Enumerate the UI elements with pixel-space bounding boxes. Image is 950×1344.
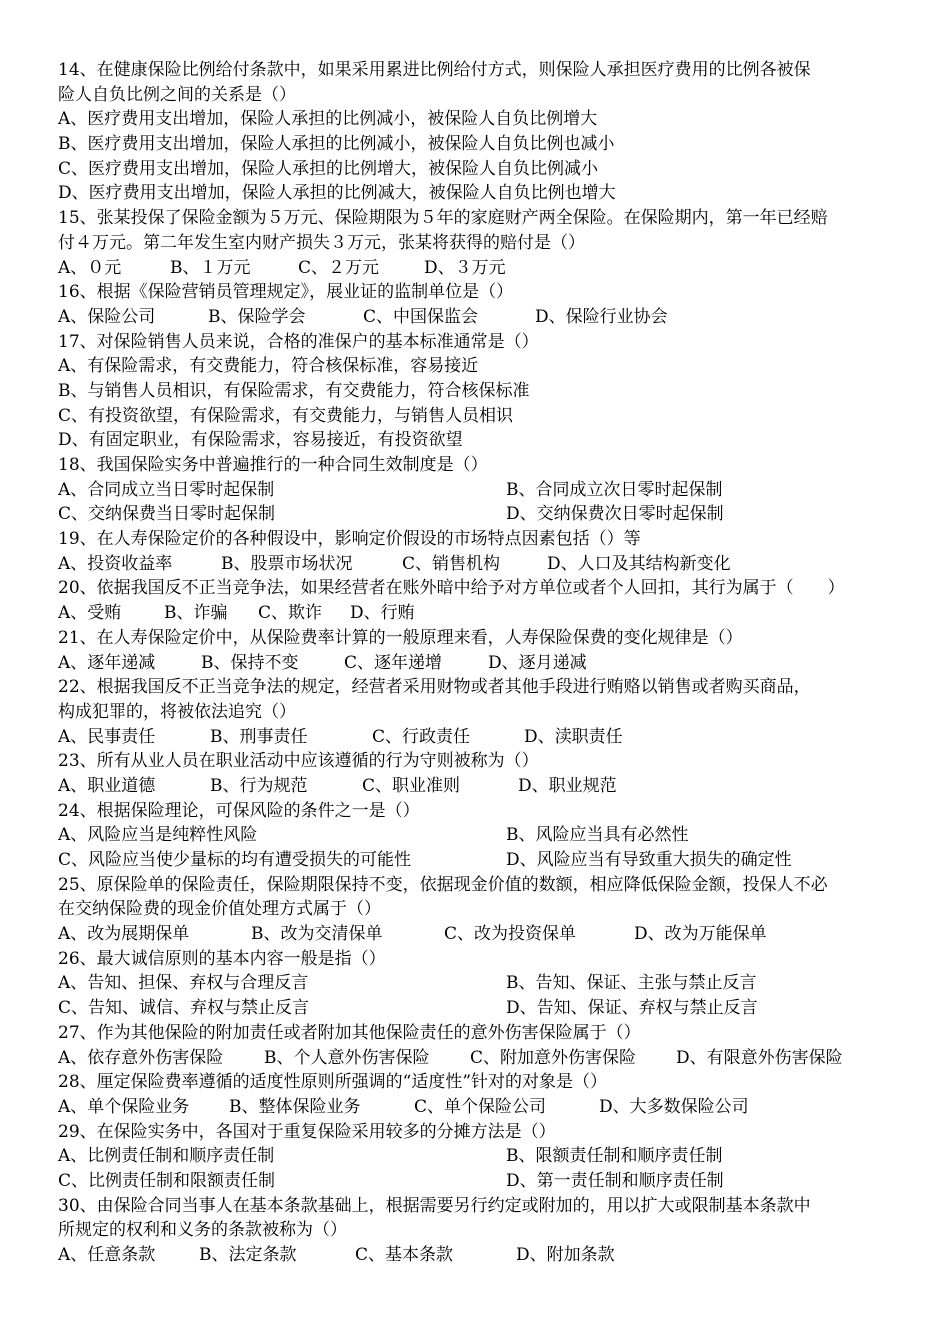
- answer-option[interactable]: C、逐年递增: [344, 652, 443, 673]
- options-row: [58, 552, 898, 577]
- answer-option[interactable]: B、１万元: [170, 257, 251, 278]
- answer-option[interactable]: A、单个保险业务: [58, 1096, 190, 1117]
- answer-option[interactable]: C、２万元: [298, 257, 380, 278]
- options-row: [58, 922, 898, 947]
- options-row: [58, 354, 898, 379]
- answer-option[interactable]: A、投资收益率: [58, 553, 173, 574]
- answer-option[interactable]: A、民事责任: [58, 726, 156, 747]
- question-stem-line: [58, 231, 898, 256]
- answer-option[interactable]: C、行政责任: [372, 726, 471, 747]
- answer-option[interactable]: D、改为万能保单: [634, 924, 767, 945]
- answer-option[interactable]: A、依存意外伤害保险: [58, 1047, 224, 1068]
- answer-option[interactable]: B、刑事责任: [210, 726, 308, 747]
- question-stem-line: [58, 897, 898, 922]
- answer-option[interactable]: D、告知、保证、弃权与禁止反言: [506, 998, 758, 1019]
- answer-option[interactable]: A、０元: [58, 257, 122, 278]
- answer-option[interactable]: B、行为规范: [210, 775, 308, 796]
- answer-option[interactable]: C、附加意外伤害保险: [470, 1047, 637, 1068]
- options-row: [58, 601, 898, 626]
- answer-option[interactable]: A、受贿: [58, 603, 122, 624]
- options-row: [58, 651, 898, 676]
- options-row: [58, 428, 898, 453]
- question-stem-text: 付４万元。第二年发生室内财产损失３万元，张某将获得的赔付是（）: [58, 232, 585, 253]
- answer-option[interactable]: A、任意条款: [58, 1245, 156, 1265]
- options-row: [58, 1243, 898, 1268]
- question-stem-text: 在交纳保险费的现金价值处理方式属于（）: [58, 899, 381, 920]
- options-row: [58, 132, 898, 157]
- answer-option[interactable]: C、改为投资保单: [444, 924, 577, 945]
- question-stem-text: 20、依据我国反不正当竞争法，如果经营者在账外暗中给予对方单位或者个人回扣，其行为属于（ ）: [58, 578, 845, 599]
- options-row: [58, 404, 898, 429]
- question-stem-text: 29、在保险实务中，各国对于重复保险采用较多的分摊方法是（）: [58, 1121, 556, 1142]
- answer-option[interactable]: A、有保险需求，有交费能力，符合核保标准，容易接近: [58, 356, 479, 377]
- answer-option[interactable]: D、保险行业协会: [535, 306, 668, 327]
- answer-option[interactable]: D、３万元: [424, 257, 506, 278]
- question-stem-text: 27、作为其他保险的附加责任或者附加其他保险责任的意外伤害保险属于（）: [58, 1022, 641, 1043]
- answer-option[interactable]: B、合同成立次日零时起保制: [506, 479, 723, 500]
- answer-option[interactable]: B、与销售人员相识，有保险需求，有交费能力，符合核保标准: [58, 380, 530, 401]
- question-stem-text: 14、在健康保险比例给付条款中，如果采用累进比例给付方式，则保险人承担医疗费用的比例各被保: [58, 60, 811, 80]
- question-stem-line: [58, 1194, 898, 1219]
- answer-option[interactable]: C、有投资欲望，有保险需求，有交费能力，与销售人员相识: [58, 405, 514, 426]
- question-stem-line: [58, 1070, 898, 1095]
- answer-option[interactable]: C、告知、诚信、弃权与禁止反言: [58, 998, 310, 1019]
- question-stem-line: [58, 527, 898, 552]
- answer-option[interactable]: B、告知、保证、主张与禁止反言: [506, 973, 757, 994]
- question-stem-line: [58, 947, 898, 972]
- answer-option[interactable]: B、个人意外伤害保险: [264, 1047, 430, 1068]
- options-row: [58, 502, 898, 527]
- answer-option[interactable]: A、风险应当是纯粹性风险: [58, 825, 258, 846]
- options-row: [58, 725, 898, 750]
- question-stem-text: 25、原保险单的保险责任，保险期限保持不变，依据现金价值的数额，相应降低保险金额，投保人不必: [58, 874, 828, 895]
- answer-option[interactable]: D、职业规范: [518, 775, 617, 796]
- options-row: [58, 1144, 898, 1169]
- answer-option[interactable]: B、股票市场状况: [221, 553, 353, 574]
- answer-option[interactable]: D、有固定职业，有保险需求，容易接近，有投资欲望: [58, 430, 463, 451]
- question-stem-text: 所规定的权利和义务的条款被称为（）: [58, 1220, 347, 1241]
- options-row: [58, 996, 898, 1021]
- exam-page: [58, 58, 898, 1268]
- answer-option[interactable]: B、限额责任制和顺序责任制: [506, 1146, 723, 1167]
- question-stem-line: [58, 206, 898, 231]
- answer-option[interactable]: D、行贿: [350, 603, 415, 624]
- question-stem-text: 17、对保险销售人员来说，合格的准保户的基本标准通常是（）: [58, 331, 539, 352]
- answer-option[interactable]: D、附加条款: [516, 1245, 615, 1265]
- question-stem-text: 19、在人寿保险定价的各种假设中，影响定价假设的市场特点因素包括（）等: [58, 529, 641, 550]
- answer-option[interactable]: A、改为展期保单: [58, 924, 190, 945]
- question-stem-text: 23、所有从业人员在职业活动中应该遵循的行为守则被称为（）: [58, 751, 539, 772]
- question-stem-text: 24、根据保险理论，可保风险的条件之一是（）: [58, 800, 420, 821]
- answer-option[interactable]: C、比例责任制和限额责任制: [58, 1170, 276, 1191]
- answer-option[interactable]: D、有限意外伤害保险: [676, 1047, 843, 1068]
- question-stem-text: 16、根据《保险营销员管理规定》，展业证的监制单位是（）: [58, 282, 514, 303]
- question-stem-line: [58, 1120, 898, 1145]
- options-row: [58, 181, 898, 206]
- question-stem-line: [58, 576, 898, 601]
- answer-option[interactable]: A、合同成立当日零时起保制: [58, 479, 275, 500]
- question-stem-line: [58, 873, 898, 898]
- answer-option[interactable]: D、第一责任制和顺序责任制: [506, 1170, 724, 1191]
- question-stem-text: 26、最大诚信原则的基本内容一般是指（）: [58, 948, 386, 969]
- answer-option[interactable]: D、人口及其结构新变化: [547, 553, 731, 574]
- question-stem-text: 21、在人寿保险定价中，从保险费率计算的一般原理来看，人寿保险保费的变化规律是（）: [58, 627, 743, 648]
- options-row: [58, 774, 898, 799]
- answer-option[interactable]: B、医疗费用支出增加，保险人承担的比例减小，被保险人自负比例也减小: [58, 134, 615, 155]
- answer-option[interactable]: C、单个保险公司: [414, 1096, 547, 1117]
- question-stem-line: [58, 749, 898, 774]
- answer-option[interactable]: C、中国保监会: [363, 306, 479, 327]
- question-stem-text: 险人自负比例之间的关系是（）: [58, 84, 296, 105]
- answer-option[interactable]: A、告知、担保、弃权与合理反言: [58, 973, 309, 994]
- question-stem-text: 28、厘定保险费率遵循的适度性原则所强调的“适度性”针对的对象是（）: [58, 1072, 608, 1093]
- question-stem-text: 构成犯罪的，将被依法追究（）: [58, 701, 296, 722]
- answer-option[interactable]: B、诈骗: [164, 603, 228, 624]
- question-stem-line: [58, 58, 898, 83]
- answer-option[interactable]: C、交纳保费当日零时起保制: [58, 504, 276, 525]
- question-stem-line: [58, 330, 898, 355]
- question-stem-line: [58, 1021, 898, 1046]
- answer-option[interactable]: B、保险学会: [208, 306, 306, 327]
- answer-option[interactable]: C、欺诈: [258, 603, 323, 624]
- question-stem-line: [58, 675, 898, 700]
- answer-option[interactable]: C、医疗费用支出增加，保险人承担的比例增大，被保险人自负比例减小: [58, 158, 599, 179]
- answer-option[interactable]: B、整体保险业务: [229, 1096, 361, 1117]
- options-row: [58, 848, 898, 873]
- answer-option[interactable]: A、职业道德: [58, 775, 156, 796]
- options-row: [58, 107, 898, 132]
- answer-option[interactable]: D、风险应当有导致重大损失的确定性: [506, 850, 792, 870]
- answer-option[interactable]: D、逐月递减: [488, 652, 587, 673]
- question-stem-line: [58, 626, 898, 651]
- question-stem-line: [58, 280, 898, 305]
- answer-option[interactable]: C、销售机构: [402, 553, 501, 574]
- options-row: [58, 1095, 898, 1120]
- answer-option[interactable]: B、风险应当具有必然性: [506, 825, 689, 846]
- question-stem-line: [58, 799, 898, 824]
- answer-option[interactable]: D、大多数保险公司: [599, 1096, 749, 1117]
- answer-option[interactable]: C、职业准则: [362, 775, 461, 796]
- answer-option[interactable]: D、医疗费用支出增加，保险人承担的比例减大，被保险人自负比例也增大: [58, 183, 616, 204]
- answer-option[interactable]: C、风险应当使少量标的均有遭受损失的可能性: [58, 850, 412, 870]
- options-row: [58, 305, 898, 330]
- options-row: [58, 1169, 898, 1194]
- answer-option[interactable]: A、保险公司: [58, 306, 156, 327]
- options-row: [58, 478, 898, 503]
- answer-option[interactable]: A、比例责任制和顺序责任制: [58, 1146, 275, 1167]
- answer-option[interactable]: B、改为交清保单: [251, 924, 383, 945]
- question-stem-text: 18、我国保险实务中普遍推行的一种合同生效制度是（）: [58, 455, 488, 475]
- question-stem-text: 30、由保险合同当事人在基本条款基础上，根据需要另行约定或附加的，用以扩大或限制基本条款中: [58, 1195, 811, 1216]
- question-stem-line: [58, 700, 898, 725]
- answer-option[interactable]: C、基本条款: [355, 1245, 454, 1265]
- options-row: [58, 971, 898, 996]
- answer-option[interactable]: A、逐年递减: [58, 652, 156, 673]
- options-row: [58, 823, 898, 848]
- answer-option[interactable]: B、保持不变: [201, 652, 299, 673]
- options-row: [58, 1046, 898, 1071]
- question-stem-text: 22、根据我国反不正当竞争法的规定，经营者采用财物或者其他手段进行贿赂以销售或者购买商品，: [58, 677, 811, 698]
- options-row: [58, 379, 898, 404]
- options-row: [58, 157, 898, 182]
- question-stem-line: [58, 83, 898, 108]
- answer-option[interactable]: D、交纳保费次日零时起保制: [506, 504, 724, 525]
- answer-option[interactable]: D、渎职责任: [524, 726, 623, 747]
- question-stem-text: 15、张某投保了保险金额为５万元、保险期限为５年的家庭财产两全保险。在保险期内，第一年已经赔: [58, 208, 828, 229]
- answer-option[interactable]: B、法定条款: [199, 1245, 297, 1265]
- answer-option[interactable]: A、医疗费用支出增加，保险人承担的比例减小，被保险人自负比例增大: [58, 109, 598, 130]
- question-stem-line: [58, 453, 898, 478]
- question-stem-line: [58, 1218, 898, 1243]
- options-row: [58, 256, 898, 281]
